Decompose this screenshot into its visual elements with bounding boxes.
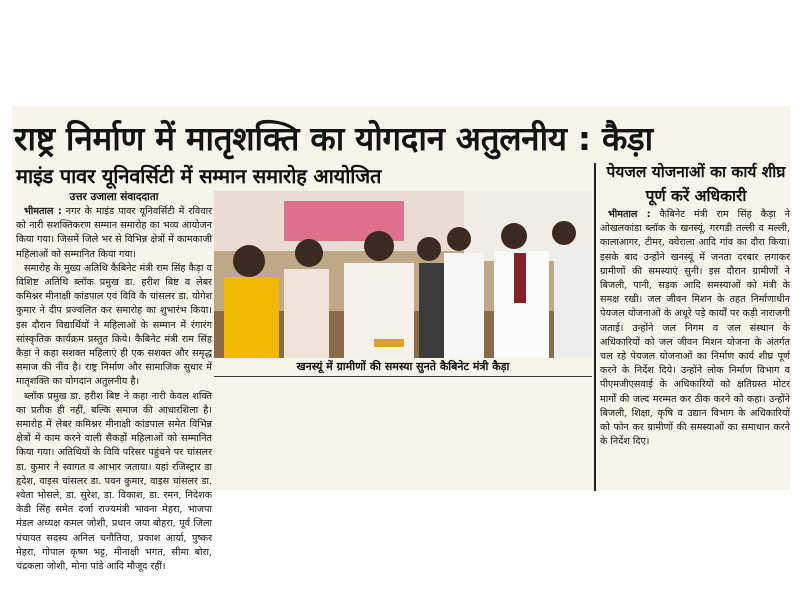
photo-caption: खनस्यूं में ग्रामीणों की समस्या सुनते कैबिनेट मंत्री कैड़ा xyxy=(214,358,592,377)
side-story-headline: पेयजल योजनाओं का कार्य शीघ्र पूर्ण करें अधिकारी xyxy=(606,163,786,205)
news-photo xyxy=(214,191,592,358)
article-column-3 xyxy=(404,385,592,487)
article-column-2 xyxy=(216,385,400,487)
column-divider xyxy=(594,163,596,491)
side-story-column xyxy=(600,208,790,488)
side-story-text: कैबिनेट मंत्री राम सिंह कैड़ा ने ओखलकांडा ब्लॉक के खनस्यूं, गरगडी तल्ली व मल्ली, कालाआगर, टीमर, क्वेराला आदि गांव का दौरा किया। इसके बाद उन्होंने खनस्यूं में जनता दरबार लगाकर ग्रामीणों की समस्याएं सुनी। इस दौरान ग्रामीणों ने बिजली, पानी, सड़क आदि समस्याओं को मंत्री के समक्ष रखी। जल जीवन मिशन के तहत निर्माणाधीन पेयजल योजनाओं के अधूरे पड़े कार्यों पर कड़ी नाराजगी जताई। उन्होंने जल निगम व जल संस्थान के अधिकारियों को जल जीवन मिशन योजना के अंतर्गत चल रहे पेयजल योजनाओं का निर्माण कार्य शीघ्र पूर्ण करने के निर्देश दिये। उन्होंने लोक निर्माण विभाग व पीएमजीएसवाई के अधिकारियों को क्षतिग्रस्त मोटर मार्गों की जल्द मरम्मत कर ठीक करने को कहा। उन्होंने बिजली, शिक्षा, कृषि व उद्यान विभाग के अधिकारियों को फोन कर ग्रामीणों की समस्याओं का समाधान करने के निर्देश दिए। xyxy=(600,209,790,448)
byline: उत्तर उजाला संवाददाता xyxy=(69,191,159,203)
sub-headline: माइंड पावर यूनिवर्सिटी में सम्मान समारोह आयोजित xyxy=(16,164,382,188)
article-paragraph: नगर के माइंड पावर यूनिवर्सिटी में रविवार को नारी सशक्तिकरण सम्मान समारोह का भव्य आयोजन किया गया। जिसमें जिले भर से विभिन्न क्षेत्रों में कामकाजी महिलाओं को सम्मानित किया गया। xyxy=(16,206,212,260)
side-dateline: भीमताल : xyxy=(608,209,651,220)
article-column-1 xyxy=(16,205,212,573)
article-paragraph: समारोह के मुख्य अतिथि कैबिनेट मंत्री राम सिंह कैड़ा व विशिष्ट अतिथि ब्लॉक प्रमुख डा. हरीश बिष्ट व लेबर कमिश्नर मीनाक्षी कांडपाल एवं विवि के चांसलर डा. योगेश कुमार ने दीप प्रज्वलित कर समारोह का शुभारंभ किया। इस दौरान विद्यार्थियों ने महिलाओं के सम्मान में रंगारंग सांस्कृतिक कार्यक्रम प्रस्तुत किये। कैबिनेट मंत्री राम सिंह कैड़ा ने कहा सशक्त महिलाएं ही एक सशक्त और समृद्ध समाज की नींव है। राष्ट्र निर्माण और सामाजिक सुधार में मातृशक्ति का योगदान अतुलनीय है। xyxy=(16,262,212,388)
article-paragraph: ब्लॉक प्रमुख डा. हरीश बिष्ट ने कहा नारी केवल शक्ति का प्रतीक ही नहीं, बल्कि समाज की आधारशिला है। समारोह में लेबर कमिश्नर मीनाक्षी कांडपाल समेत विभिन्न क्षेत्रों में काम करने वाली सैकड़ों महिलाओं को सम्मानित किया गया। अतिथियों के विवि परिसर पहुंचने पर चांसलर डा. कुमार ने स्वागत व आभार जताया। यहां रजिस्ट्रार डा हृदेश, वाइस चांसलर डा. पवन कुमार, वाइस चांसलर डा. श्वेता भोसले, डा. सुरेश, डा. विकाश, डा. रमन, निदेशक केडी सिंह समेत दर्जा राज्यमंत्री भावना मेहरा, भाजपा मंडल अध्यक्ष कमल जोशी, प्रधान जया बोहरा, पूर्व जिला पंचायत सदस्य अनिल चनौतिया, प्रकाश आर्या, पुष्कर मेहरा, गोपाल कृष्ण भट्ट, मीनाक्षी भगत, सीमा बोरा, चंद्रकला जोशी, मोना पांडे आदि मौजूद रहीं। xyxy=(16,390,212,573)
main-headline: राष्ट्र निर्माण में मातृशक्ति का योगदान अतुलनीय : कैड़ा xyxy=(14,119,653,158)
dateline: भीमताल : xyxy=(24,206,62,217)
